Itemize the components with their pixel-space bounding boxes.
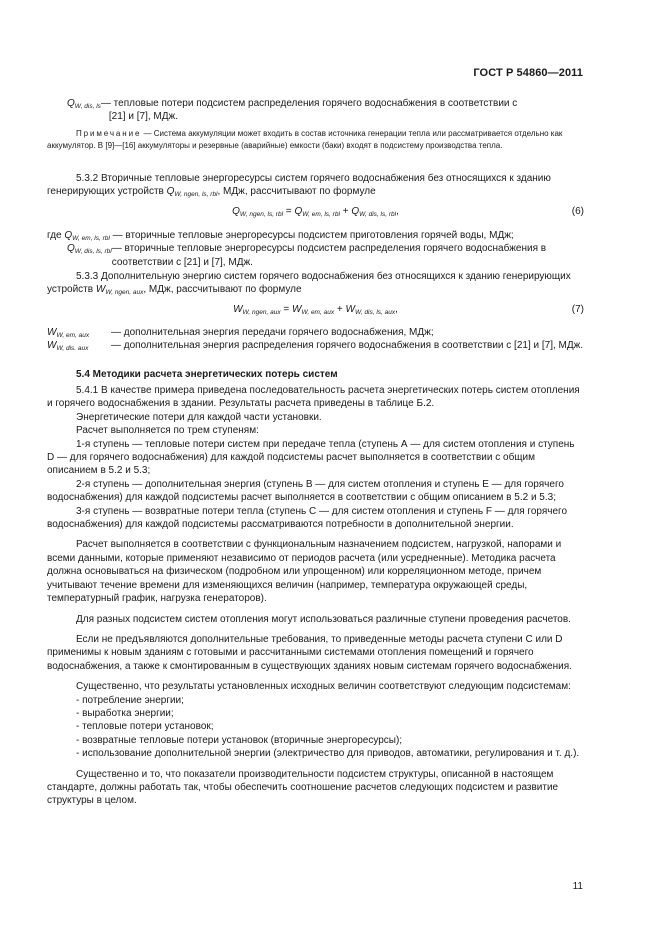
paragraph: Для разных подсистем систем отопления могут использоваться различные ступени проведения расчетов. (76, 613, 571, 625)
list-item: - тепловые потери установок; (76, 721, 214, 733)
page-number: 11 (572, 881, 583, 892)
equation-7-number: (7) (571, 304, 584, 315)
section-title-5-4: 5.4 Методики расчета энергетических потерь систем (76, 369, 338, 380)
definition-q-dis-ls (47, 97, 584, 124)
list-item: - потребление энергии; (76, 694, 184, 706)
note (47, 128, 584, 151)
paragraph: 2-я ступень — дополнительная энергия (ступень В — для систем отопления и ступень Е — для горячего водоснабжения) для каждой подсистемы расчет выполняется в соответствии с общим описанием в 5.2 и 5.3; (47, 478, 564, 504)
list-item: - выработка энергии; (76, 707, 174, 719)
definition-q-em-ls-rbl: где $Q_{W, em, ls, rbl}$ — вторичные тепловые энергоресурсы подсистем приготовления горячей воды, МДж; (47, 230, 514, 242)
paragraph: Существенно, что результаты установленных исходных величин соответствуют следующим подсистемам: (76, 681, 571, 693)
equation-7 (47, 304, 584, 318)
list-item: - использование дополнительной энергии (электричество для приводов, автоматики, регулирования и т. д.). (76, 748, 580, 760)
paragraph: Если не предъявляются дополнительные требования, то приведенные методы расчета ступени С или D применимы к новым зданиям с готовыми и рассчитанными системами отопления помещений и горячего водоснабжения, а также к смонтированным в существующих зданиях новым системам горячего водоснабжения. (47, 633, 572, 672)
definition-q-dis-ls-rbl: $Q_{W, dis, ls, rbl}$ — вторичные тепловые энергоресурсы подсистем распределения горячего водоснабжения в соответствии с [21] и [7], МДж. (67, 243, 547, 268)
paragraph: 3-я ступень — возвратные потери тепла (ступень С — для систем отопления и ступень F — для горячего водоснабжения) для каждой подсистемы рассматриваются потребности в дополнительной энергии. (47, 505, 568, 531)
definitions-eq-6 (47, 229, 584, 269)
definition-w-em-aux: $W_{W, em, aux}$ — дополнительная энергия передачи горячего водоснабжения, МДж; (47, 327, 434, 339)
paragraph: 1-я ступень — тепловые потери систем при передаче тепла (ступень А — для систем отопления и ступень D — для горячего водоснабжения) для каждой подсистемы расчет выполняется в соответствии с общим описанием в 5.2 и 5.3; (47, 438, 575, 477)
definition-text: — тепловые потери подсистем распределения горячего водоснабжения в соответствии с (100, 98, 518, 109)
definition-text-cont: [21] и [7], МДж. (108, 111, 178, 123)
symbol-subscript: W, dis, ls (74, 103, 101, 110)
paragraph: Расчет выполняется по трем ступеням: (76, 425, 259, 437)
note-text: — Система аккумуляции может входить в состав источника генерации тепла или рассматривается отдельно как аккумулятор. В [9]—[16] аккумуляторы и резервные (аварийные) емкости (баки) входят в подсистему производства тепла. (47, 129, 563, 150)
equation-6-formula: $Q_{W, ngen, ls, rbl} = Q_{W, em, ls, rbl} + Q_{W, dis, ls, rbl}$, (232, 206, 399, 218)
paragraph: Энергетические потери для каждой части установки. (76, 411, 322, 423)
paragraph-5-3-2: 5.3.2 Вторичные тепловые энергоресурсы систем горячего водоснабжения без относящихся к зданию генерирующих устройств $Q_{W, ngen, ls, rbl}$, МДж, рассчитывают по формуле (47, 173, 551, 199)
paragraph: 5.4.1 В качестве примера приведена последовательность расчета энергетических потерь систем отопления и горячего водоснабжения в здании. Результаты расчета приведены в таблице Б.2. (47, 385, 580, 410)
paragraph: Расчет выполняется в соответствии с функциональным назначением подсистем, нагрузкой, напорами и всеми данными, которые применяют независимо от периодов расчета (или усредненные). Методика расчета должна основываться на физическом (подробном или упрощенном) или корреляционном методе, причем учитывают течение времени для изменяющихся величин (например, температура окружающей среды, температурный график, нагрузка генераторов). (47, 539, 562, 605)
equation-6 (47, 206, 584, 220)
equation-6-number: (6) (571, 206, 584, 217)
equation-7-formula: $W_{W, ngen, aux} = W_{W, em, aux} + W_{W, dis, ls, aux}$, (233, 304, 398, 316)
symbol: Q (67, 98, 75, 109)
list-item: - возвратные тепловые потери установок (вторичные энергоресурсы); (76, 734, 403, 746)
note-label: Примечание (76, 129, 142, 138)
paragraph: Существенно и то, что показатели производительности подсистем структуры, описанной в настоящем стандарте, должны работать так, чтобы обеспечить соотношение расчетов следующих подсистем и развитие структуры в целом. (47, 768, 559, 807)
paragraph-5-3-3: 5.3.3 Дополнительную энергию систем горячего водоснабжения без относящихся к зданию генерирующих устройств $W_{W, ngen, aux}$, МДж, рассчитывают по формуле (47, 271, 571, 297)
definitions-eq-7 (47, 326, 584, 353)
definition-w-dis-aux: $W_{W, dis. aux}$ — дополнительная энергия распределения горячего водоснабжения в соответствии с [21] и [7], МДж. (47, 340, 584, 353)
document-code: ГОСТ Р 54860—2011 (473, 67, 583, 79)
section-5-4-body (47, 384, 584, 808)
